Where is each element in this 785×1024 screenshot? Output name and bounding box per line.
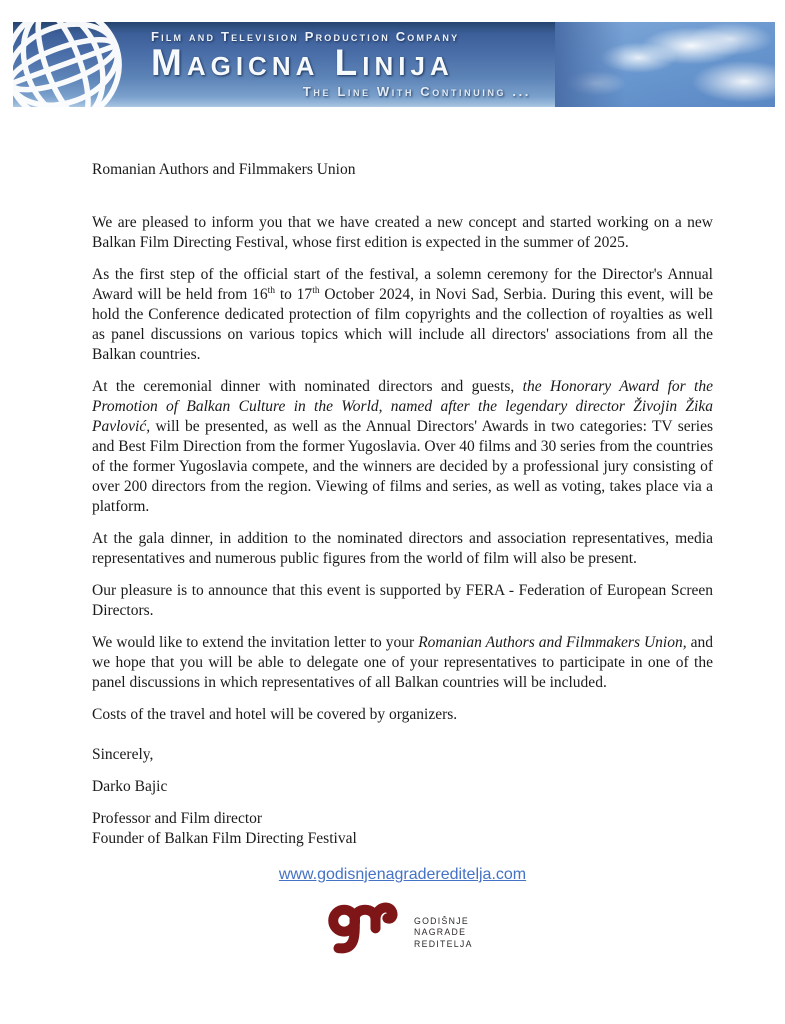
gnr-text-line-3: REDITELJA: [413, 938, 473, 950]
website-link[interactable]: www.godisnjenagradereditelja.com: [278, 866, 527, 883]
banner-titles: [151, 29, 551, 99]
footer: [92, 865, 713, 969]
signature-titles: [92, 809, 713, 849]
closing-line: Sincerely,: [92, 746, 154, 763]
company-tagline-text: The Line With Continuing ...: [302, 83, 531, 99]
signature-title-2: Founder of Balkan Film Directing Festival: [92, 830, 357, 847]
company-name-text: Magicna Linija: [151, 42, 454, 83]
recipient-line: Romanian Authors and Filmmakers Union: [92, 161, 356, 178]
signature-name: Darko Bajic: [92, 778, 168, 795]
signature-title-1: Professor and Film director: [92, 810, 263, 827]
globe-logo-icon: [13, 22, 138, 107]
paragraph-ceremony-dates: As the first step of the official start of the festival, a solemn ceremony for the Director's Annual Award will be held from 16th to 17th October 2024, in Novi Sad, Serbia. During this event, will be hold the Conference dedicated protection of film copyrights and the collection of royalties as well as panel discussions on various topics which will include all directors' associations from all the Balkan countries.: [92, 266, 713, 363]
letterhead-banner: [13, 22, 775, 107]
paragraph-costs: Costs of the travel and hotel will be covered by organizers.: [92, 706, 458, 723]
paragraph-gala-dinner: At the gala dinner, in addition to the nominated directors and association representatives, media representatives and numerous public figures from the world of film will also be present.: [92, 530, 713, 567]
paragraph-fera-support: Our pleasure is to announce that this event is supported by FERA - Federation of European Screen Directors.: [92, 582, 713, 619]
clouds-image: [555, 22, 775, 107]
gnr-logo: [92, 897, 713, 969]
gnr-text-line-2: NAGRADE: [413, 927, 466, 939]
paragraph-invitation: We would like to extend the invitation letter to your Romanian Authors and Filmmakers Union, and we hope that you will be able to delegate one of your representatives to participate in one of the panel discussions in which representatives of all Balkan countries will be included.: [92, 634, 713, 691]
letter-body: [92, 160, 713, 969]
paragraph-intro: We are pleased to inform you that we have created a new concept and started working on a new Balkan Film Directing Festival, whose first edition is expected in the summer of 2025.: [92, 214, 713, 251]
company-type-text: Film and Television Production Company: [151, 29, 460, 44]
gnr-text-line-1: GODIŠNJE: [413, 915, 469, 927]
gnr-logo-text: [414, 916, 473, 951]
paragraph-honorary-award: At the ceremonial dinner with nominated directors and guests, the Honorary Award for the Promotion of Balkan Culture in the World, named after the legendary director Živojin Žika Pavlović, will be presented, as well as the Annual Directors' Awards in two categories: TV series and Best Film Direction from the former Yugoslavia. Over 40 films and 30 series from the countries of the former Yugoslavia compete, and the winners are decided by a professional jury consisting of over 200 directors from the region. Viewing of films and series, as well as voting, takes place via a platform.: [92, 378, 713, 515]
gnr-monogram-icon: [328, 897, 404, 969]
